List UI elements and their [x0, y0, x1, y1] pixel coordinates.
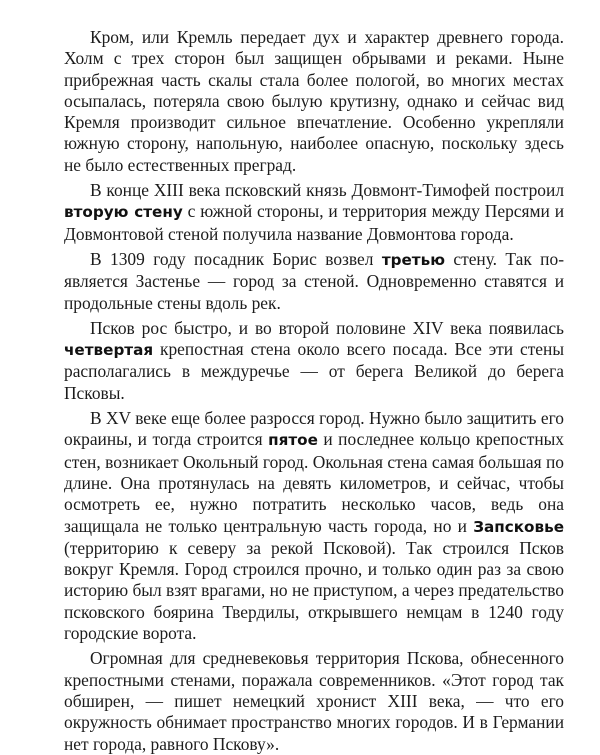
paragraph: [64, 648, 564, 754]
text-run: В конце XIII века псковский князь Довмонт-Тимофей построил: [90, 180, 564, 201]
text-run: Огромная для средневековья территория Пскова, обнесенного крепостными стенами, поражала современников. «Этот город так обширен, — пишет немецкий хронист XIII века, — что его окружность обнимает пространство многих городов. И в Германии нет города, равного Пскову».: [64, 648, 564, 754]
page-text: [64, 27, 564, 755]
emphasized-term: четвертая: [64, 341, 154, 360]
emphasized-term: Запсковье: [473, 517, 564, 536]
paragraph: [64, 249, 564, 314]
paragraph: [64, 180, 564, 245]
emphasized-term: третью: [381, 250, 445, 269]
paragraph: [64, 408, 564, 644]
text-run: (территорию к северу за рекой Псковой). Так строился Псков вокруг Кремля. Город строился прочно, и только один раз за свою историю был взят врагами, но не приступом, а через предательство псковского боярина Твердилы, открывшего немцам в 1240 году городские ворота.: [64, 537, 564, 644]
paragraph: [64, 318, 564, 404]
text-run: Кром, или Кремль передает дух и характер древнего города. Холм с трех сторон был защищен обрывами и реками. Ныне прибрежная часть скалы стала более пологой, во многих местах осыпалась, потеряла свою былую крутизну, однако и сейчас вид Кремля производит сильное впечатление. Особенно укрепляли южную сторону, напольную, наиболее опасную, поскольку здесь не было естественных преград.: [64, 27, 564, 175]
text-run: В 1309 году посадник Борис возвел: [90, 248, 382, 269]
text-run: В XV веке еще более разросся город. Нужно было защитить его окраины, и тогда строится: [64, 408, 564, 450]
text-run: с южной стороны, и территория между Персями и Довмонтовой стеной получила название Довмонтова города.: [64, 201, 565, 244]
paragraph: [64, 27, 564, 176]
text-run: крепостная стена около всего посада. Все эти стены располагались в междуречье — от берега Великой до берега Псковы.: [64, 339, 564, 403]
text-run: и последнее кольцо крепостных стен, возникает Окольный город. Окольная стена самая большая по длине. Она протянулась на девять километров, и сейчас, чтобы осмотреть ее, нужно потратить несколько часов, ведь она защищала не только центральную часть города, но и: [64, 429, 565, 536]
text-run: стену. Так появляется Застенье — город за стеной. Одновременно ставятся и продольные стены вдоль рек.: [64, 248, 564, 313]
emphasized-term: вторую стену: [64, 203, 183, 222]
emphasized-term: пятое: [268, 431, 318, 450]
text-run: Псков рос быстро, и во второй половине XIV века появилась: [90, 317, 564, 338]
